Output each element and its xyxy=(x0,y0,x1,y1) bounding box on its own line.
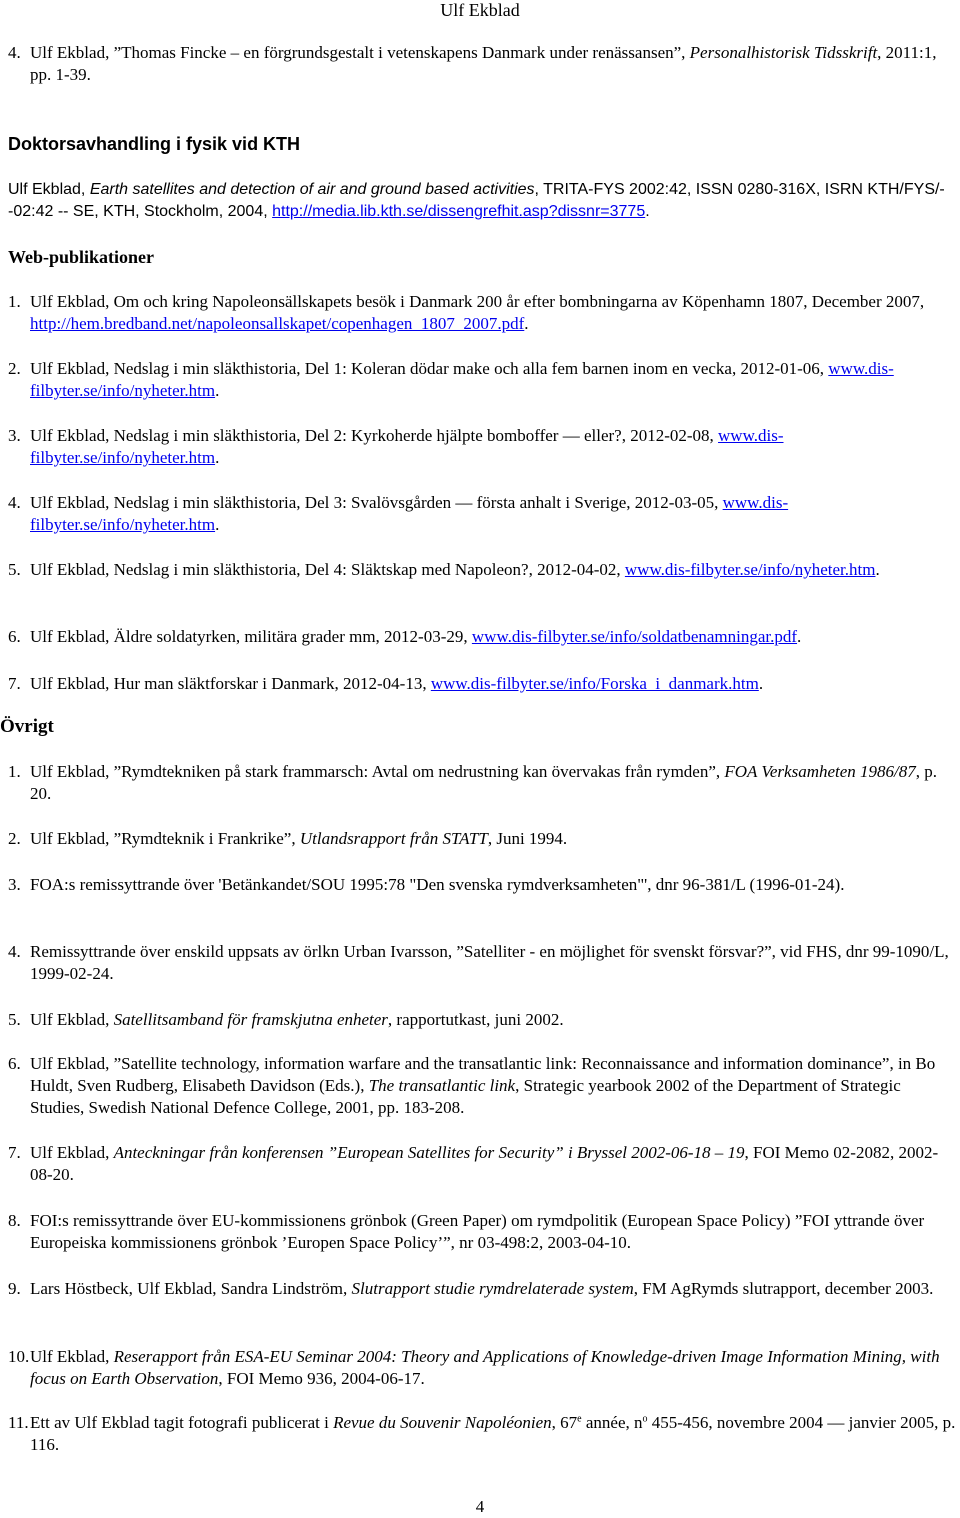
web-item-2: 2. Ulf Ekblad, Nedslag i min släkthistoria, Del 1: Koleran dödar make och alla fem barnen inom en vecka, 2012-01-06, www.dis-filbyter.se/info/nyheter.htm. xyxy=(8,359,894,400)
thesis-link[interactable]: http://media.lib.kth.se/dissengrefhit.asp?dissnr=3775 xyxy=(272,203,646,220)
web-item-link[interactable]: www.dis-filbyter.se/info/nyheter.htm xyxy=(30,426,784,467)
ovrigt-item-7: 7. Ulf Ekblad, Anteckningar från konferensen ”European Satellites for Security” i Bryssel 2002-06-18 – 19, FOI Memo 02-2082, 2002-08-20. xyxy=(8,1143,939,1184)
web-item-link[interactable]: www.dis-filbyter.se/info/Forska_i_danmark.htm xyxy=(430,674,759,693)
ovrigt-item-5: 5. Ulf Ekblad, Satellitsamband för framskjutna enheter, rapportutkast, juni 2002. xyxy=(8,1010,564,1029)
ovrigt-item-8: 8. FOI:s remissyttrande över EU-kommissionens grönbok (Green Paper) om rymdpolitik (European Space Policy) ”FOI yttrande över Europeiska kommissionens grönbok ’Europen Space Policy’”, nr 03-498:2, 2003-04-10. xyxy=(8,1211,925,1252)
web-item-3: 3. Ulf Ekblad, Nedslag i min släkthistoria, Del 2: Kyrkoherde hjälpte bomboffer — eller?, 2012-02-08, www.dis-filbyter.se/info/nyheter.htm. xyxy=(8,426,784,467)
page-number: 4 xyxy=(475,1497,485,1516)
section-heading-web: Web-publikationer xyxy=(8,247,155,267)
web-item-7: 7. Ulf Ekblad, Hur man släktforskar i Danmark, 2012-04-13, www.dis-filbyter.se/info/Forska_i_danmark.htm. xyxy=(8,674,764,693)
publication-item xyxy=(8,42,956,86)
web-item-link[interactable]: www.dis-filbyter.se/info/nyheter.htm xyxy=(30,493,789,534)
ovrigt-item-1: 1. Ulf Ekblad, ”Rymdtekniken på stark frammarsch: Avtal om nedrustning kan övervakas från rymden”, FOA Verksamheten 1986/87, p. 20. xyxy=(8,762,938,803)
section-heading-ovrigt: Övrigt xyxy=(0,716,54,737)
web-item-link[interactable]: www.dis-filbyter.se/info/nyheter.htm xyxy=(30,359,894,400)
section-heading-thesis: Doktorsavhandling i fysik vid KTH xyxy=(8,134,301,154)
thesis-citation: Ulf Ekblad, Earth satellites and detection of air and ground based activities, TRITA-FYS 2002:42, ISSN 0280-316X, ISRN KTH/FYS/--02:42 -- SE, KTH, Stockholm, 2004, http://media.lib.kth.se/dissengrefhit.asp?dissnr=3775. xyxy=(8,181,945,220)
ovrigt-item-10: 10. Ulf Ekblad, Reserapport från ESA-EU Seminar 2004: Theory and Applications of Knowledge-driven Image Information Mining, with focus on Earth Observation, FOI Memo 936, 2004-06-17. xyxy=(8,1347,940,1388)
page-header: Ulf Ekblad xyxy=(440,0,520,20)
web-item-1: 1. Ulf Ekblad, Om och kring Napoleonsällskapets besök i Danmark 200 år efter bombningarna av Köpenhamn 1807, December 2007, http://hem.bredband.net/napoleonsallskapet/copenhagen_1807_2007.pdf. xyxy=(8,292,925,333)
ovrigt-item-6: 6. Ulf Ekblad, ”Satellite technology, information warfare and the transatlantic link: Reconnaissance and information dominance”, in Bo Huldt, Sven Rudberg, Elisabeth Davidson (Eds.), The transatlantic link, Strategic yearbook 2002 of the Department of Strategic Studies, Swedish National Defence College, 2001, pp. 183-208. xyxy=(8,1054,936,1117)
ovrigt-item-3: 3. FOA:s remissyttrande över 'Betänkandet/SOU 1995:78 "Den svenska rymdverksamheten"', dnr 96-381/L (1996-01-24). xyxy=(8,875,845,894)
web-item-4: 4. Ulf Ekblad, Nedslag i min släkthistoria, Del 3: Svalövsgården — första anhalt i Sverige, 2012-03-05, www.dis-filbyter.se/info/nyheter.htm. xyxy=(8,493,789,534)
web-item-6: 6. Ulf Ekblad, Äldre soldatyrken, militära grader mm, 2012-03-29, www.dis-filbyter.se/info/soldatbenamningar.pdf. xyxy=(8,627,802,646)
web-item-5: 5. Ulf Ekblad, Nedslag i min släkthistoria, Del 4: Släktskap med Napoleon?, 2012-04-02, www.dis-filbyter.se/info/nyheter.htm. xyxy=(8,560,880,579)
item-text: Ulf Ekblad, ”Thomas Fincke – en förgrundsgestalt i vetenskapens Danmark under renässansen”, Personalhistorisk Tidsskrift, 2011:1, pp. 1-39. xyxy=(30,43,937,84)
thesis-title: Earth satellites and detection of air and ground based activities xyxy=(89,181,535,198)
ovrigt-item-11: 11. Ett av Ulf Ekblad tagit fotografi publicerat i Revue du Souvenir Napoléonien, 67e année, $n^o$ 455-456, novembre 2004 — janvier 2005, p. 116. xyxy=(8,1413,956,1454)
web-item-link[interactable]: www.dis-filbyter.se/info/soldatbenamningar.pdf xyxy=(471,627,798,646)
web-item-link[interactable]: www.dis-filbyter.se/info/nyheter.htm xyxy=(624,560,876,579)
item-number: 4. xyxy=(8,43,21,62)
ovrigt-item-9: 9. Lars Höstbeck, Ulf Ekblad, Sandra Lindström, Slutrapport studie rymdrelaterade system, FM AgRymds slutrapport, december 2003. xyxy=(8,1279,934,1298)
web-item-link[interactable]: http://hem.bredband.net/napoleonsallskapet/copenhagen_1807_2007.pdf xyxy=(30,314,525,333)
ovrigt-item-4: 4. Remissyttrande över enskild uppsats av örlkn Urban Ivarsson, ”Satelliter - en möjlighet för svenskt försvar?”, vid FHS, dnr 99-1090/L, 1999-02-24. xyxy=(8,942,949,983)
journal-title: Personalhistorisk Tidsskrift xyxy=(689,43,878,62)
ovrigt-item-2: 2. Ulf Ekblad, ”Rymdteknik i Frankrike”, Utlandsrapport från STATT, Juni 1994. xyxy=(8,829,568,848)
